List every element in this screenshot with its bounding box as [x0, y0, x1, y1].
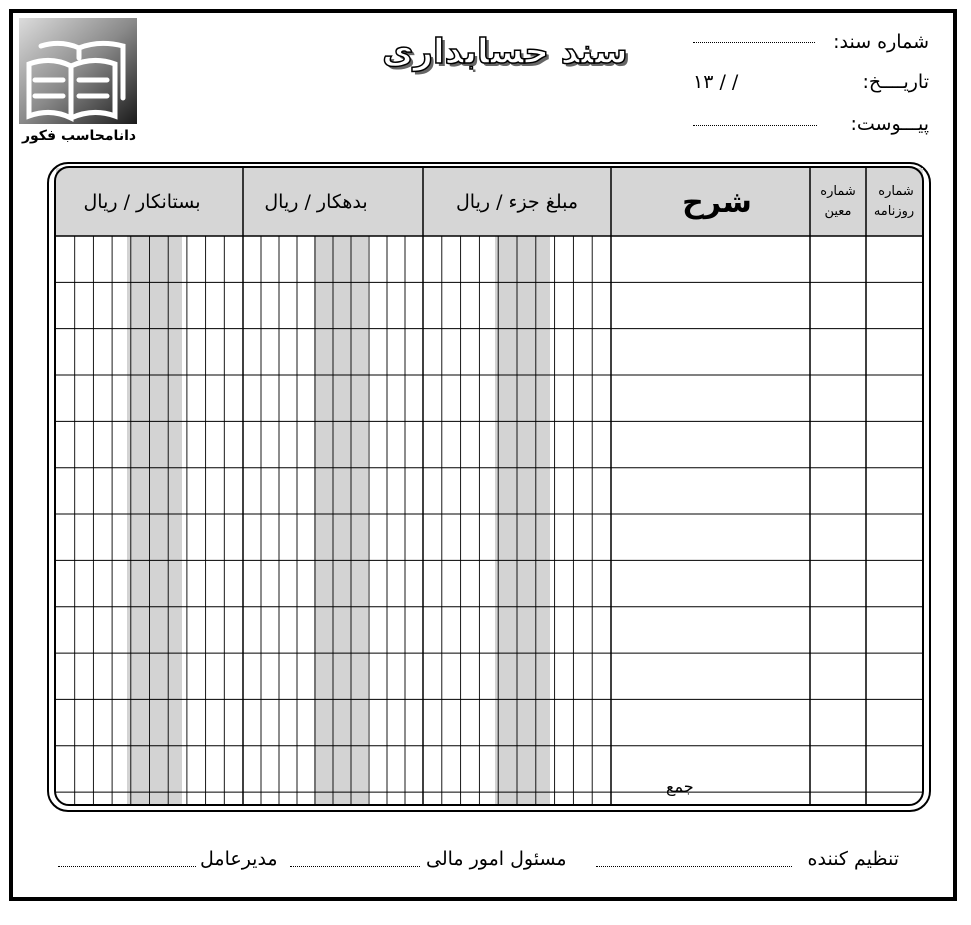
- table-inner-border: [55, 167, 923, 805]
- finance-officer-label: مسئول امور مالی: [426, 848, 567, 870]
- shaded-digit-group: [495, 236, 550, 806]
- prepared-by-line: [596, 866, 792, 867]
- header-journal-number: شماره روزنامه: [873, 184, 915, 219]
- shaded-digit-group: [127, 236, 182, 806]
- logo-caption: دانامحاسب فکور: [21, 128, 137, 144]
- shaded-digit-group: [314, 236, 368, 806]
- header-credit: بستانکار / ریال: [83, 191, 201, 213]
- document-title: سند حسابداری: [382, 32, 628, 72]
- header-description: شرح: [682, 185, 752, 220]
- finance-officer-line: [290, 866, 420, 867]
- managing-director-label: مدیرعامل: [200, 848, 278, 870]
- managing-director-line: [58, 866, 196, 867]
- date-value: ۱۳ / /: [693, 71, 739, 93]
- header-debit: بدهکار / ریال: [264, 191, 368, 213]
- document-number-label: شماره سند:: [833, 31, 929, 53]
- table-shade-layer: [56, 168, 923, 806]
- total-label: جمع: [666, 777, 694, 796]
- prepared-by-label: تنظیم کننده: [807, 848, 899, 870]
- header-ledger-number: شماره معین: [820, 184, 856, 219]
- date-label: تاریــــخ:: [862, 71, 929, 93]
- header-partial-amount: مبلغ جزء / ریال: [455, 191, 579, 213]
- table-line-layer: [56, 168, 923, 806]
- attachment-label: پیـــوست:: [850, 113, 929, 135]
